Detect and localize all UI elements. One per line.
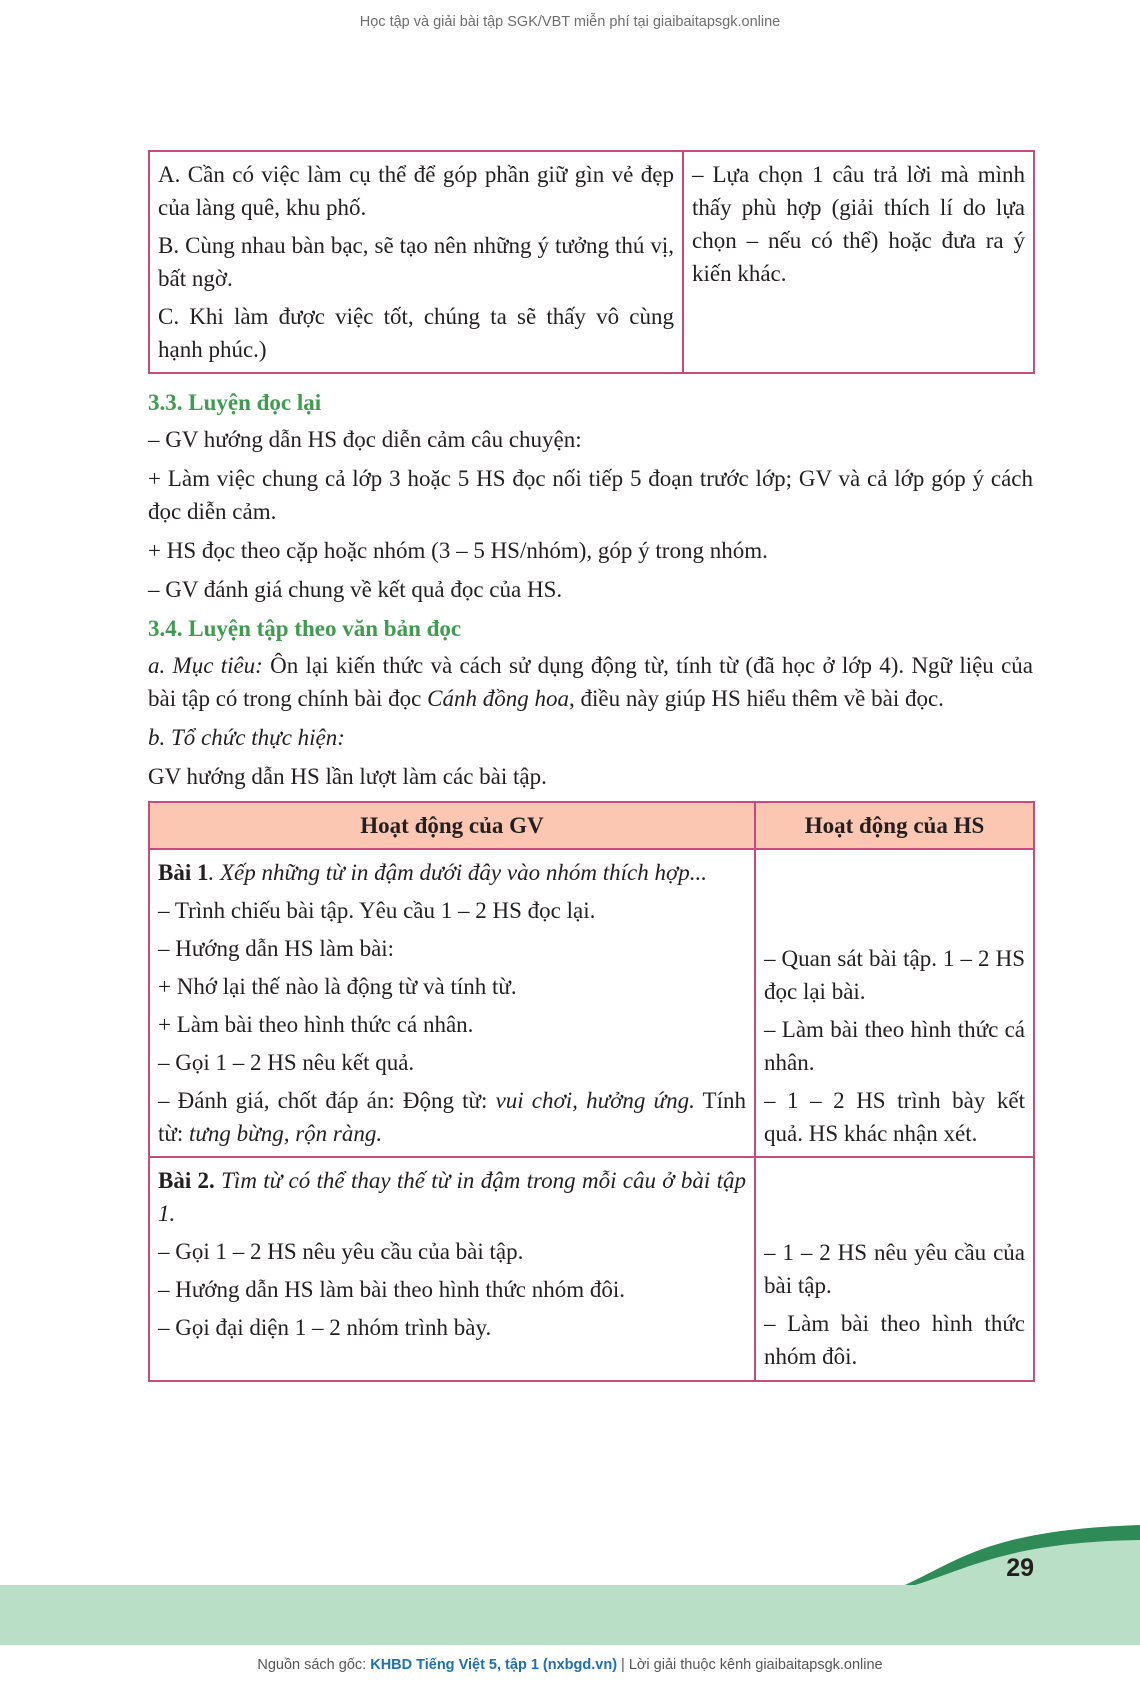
bai1-gv-line: – Gọi 1 – 2 HS nêu kết quả. bbox=[158, 1050, 415, 1075]
bai1-hs-line: – Làm bài theo hình thức cá nhân. bbox=[764, 1017, 1025, 1075]
bai2-gv-line: – Gọi đại diện 1 – 2 nhóm trình bày. bbox=[158, 1315, 492, 1340]
page-content bbox=[148, 150, 1033, 1382]
source-note bbox=[0, 1657, 1140, 1673]
bai1-title-text: . Xếp những từ in đậm dưới đây vào nhóm thích hợp... bbox=[208, 860, 707, 885]
source-suffix: | Lời giải thuộc kênh giaibaitapsgk.online bbox=[617, 1657, 883, 1673]
eval-verbs: vui chơi, hưởng ứng. bbox=[495, 1088, 695, 1113]
top-banner: Học tập và giải bài tập SGK/VBT miễn phí tại giaibaitapsgk.online bbox=[359, 14, 781, 30]
option-b: B. Cùng nhau bàn bạc, sẽ tạo nên những ý tưởng thú vị, bất ngờ. bbox=[158, 233, 674, 291]
student-choice-text: – Lựa chọn 1 câu trả lời mà mình thấy phù hợp (giải thích lí do lựa chọn – nếu có thể) hoặc đưa ra ý kiến khác. bbox=[692, 162, 1025, 286]
answer-table bbox=[148, 150, 1035, 374]
bai1-hs-cell bbox=[755, 849, 1034, 1157]
bai1-gv-cell bbox=[149, 849, 755, 1157]
eval-prefix: – Đánh giá, chốt đáp án: Động từ: bbox=[158, 1088, 496, 1113]
footer-band bbox=[0, 1585, 1140, 1645]
bai1-label: Bài 1 bbox=[158, 860, 209, 885]
page-number: 29 bbox=[1006, 1554, 1034, 1582]
bai1-hs-line: – 1 – 2 HS trình bày kết quả. HS khác nhận xét. bbox=[764, 1088, 1025, 1146]
bai1-hs-line: – Quan sát bài tập. 1 – 2 HS đọc lại bài. bbox=[764, 946, 1025, 1004]
goal-paragraph bbox=[148, 649, 1033, 715]
bai1-gv-line: – Trình chiếu bài tập. Yêu cầu 1 – 2 HS đọc lại. bbox=[158, 898, 596, 923]
header-hs: Hoạt động của HS bbox=[755, 802, 1034, 849]
section-heading-3-3: 3.3. Luyện đọc lại bbox=[148, 390, 322, 415]
goal-title: Cánh đồng hoa bbox=[427, 686, 569, 711]
source-link[interactable]: KHBD Tiếng Việt 5, tập 1 (nxbgd.vn) bbox=[370, 1657, 618, 1673]
bai2-gv-line: – Hướng dẫn HS làm bài theo hình thức nhóm đôi. bbox=[158, 1277, 626, 1302]
option-a: A. Cần có việc làm cụ thể để góp phần giữ gìn vẻ đẹp của làng quê, khu phố. bbox=[158, 162, 674, 220]
bai1-gv-line: + Làm bài theo hình thức cá nhân. bbox=[158, 1012, 474, 1037]
option-c: C. Khi làm được việc tốt, chúng ta sẽ thấy vô cùng hạnh phúc.) bbox=[158, 304, 674, 362]
section-heading-3-4: 3.4. Luyện tập theo văn bản đọc bbox=[148, 616, 462, 641]
eval-adj-prefix: Tính từ: bbox=[158, 1088, 746, 1146]
student-choice-cell bbox=[683, 151, 1034, 373]
bai1-title bbox=[158, 856, 746, 889]
footer-wave-decoration bbox=[0, 1520, 1140, 1590]
reading-line-3: + HS đọc theo cặp hoặc nhóm (3 – 5 HS/nhóm), góp ý trong nhóm. bbox=[148, 538, 768, 563]
activity-table bbox=[148, 801, 1035, 1382]
reading-line-4: – GV đánh giá chung về kết quả đọc của HS. bbox=[148, 577, 563, 602]
impl-label: b. Tổ chức thực hiện: bbox=[148, 725, 345, 750]
bai2-gv-cell bbox=[149, 1157, 755, 1381]
goal-text-2: , điều này giúp HS hiểu thêm về bài đọc. bbox=[568, 686, 944, 711]
impl-text: GV hướng dẫn HS lần lượt làm các bài tập. bbox=[148, 764, 547, 789]
reading-line-1: – GV hướng dẫn HS đọc diễn cảm câu chuyện: bbox=[148, 427, 582, 452]
eval-adjs: tưng bừng, rộn ràng. bbox=[189, 1121, 383, 1146]
bai2-hs-cell bbox=[755, 1157, 1034, 1381]
source-prefix: Nguồn sách gốc: bbox=[257, 1657, 371, 1673]
header-gv: Hoạt động của GV bbox=[149, 802, 755, 849]
bai1-gv-line: – Hướng dẫn HS làm bài: bbox=[158, 936, 395, 961]
bai2-hs-line: – 1 – 2 HS nêu yêu cầu của bài tập. bbox=[764, 1240, 1025, 1298]
bai2-label: Bài 2. bbox=[158, 1168, 215, 1193]
bai1-gv-line: + Nhớ lại thế nào là động từ và tính từ. bbox=[158, 974, 517, 999]
bai2-hs-line: – Làm bài theo hình thức nhóm đôi. bbox=[764, 1311, 1025, 1369]
bai1-eval bbox=[158, 1084, 746, 1150]
answer-options-cell bbox=[149, 151, 683, 373]
bai2-title-text: Tìm từ có thể thay thế từ in đậm trong mỗi câu ở bài tập 1. bbox=[158, 1168, 747, 1226]
bai2-title bbox=[158, 1164, 746, 1230]
goal-text-1: Ôn lại kiến thức và cách sử dụng động từ, tính từ (đã học ở lớp 4). Ngữ liệu của bài tập có trong chính bài đọc bbox=[148, 653, 1034, 711]
goal-label: a. Mục tiêu: bbox=[148, 653, 263, 678]
bai2-gv-line: – Gọi 1 – 2 HS nêu yêu cầu của bài tập. bbox=[158, 1239, 524, 1264]
reading-line-2: + Làm việc chung cả lớp 3 hoặc 5 HS đọc nối tiếp 5 đoạn trước lớp; GV và cả lớp góp ý cách đọc diễn cảm. bbox=[148, 466, 1033, 524]
